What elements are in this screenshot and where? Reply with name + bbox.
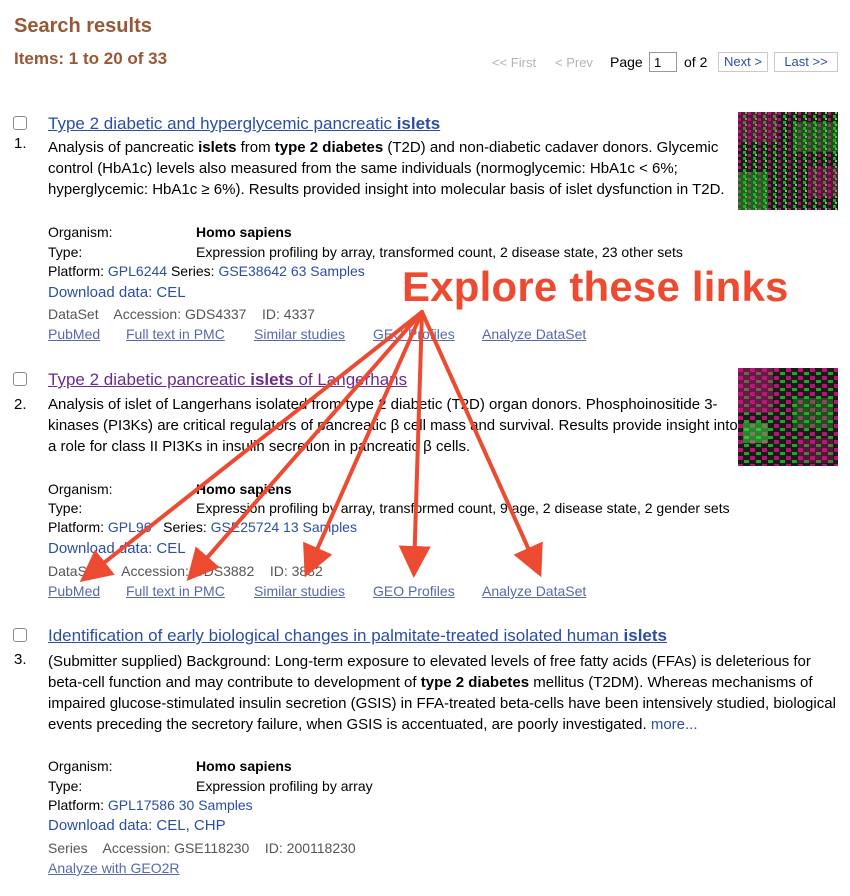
organism-value: Homo sapiens (196, 481, 292, 497)
last-page-button[interactable]: Last >> (774, 52, 838, 72)
organism-label: Organism: (48, 758, 113, 774)
record-id: ID: 4337 (262, 306, 315, 322)
result-number: 2. (14, 396, 27, 413)
pubmed-link[interactable]: PubMed (48, 583, 101, 599)
more-link[interactable]: more... (650, 716, 698, 733)
accession-row (48, 306, 315, 322)
page-total: of 2 (684, 54, 708, 70)
organism-value: Homo sapiens (196, 758, 292, 774)
heatmap-thumbnail[interactable] (738, 368, 838, 466)
organism-value: Homo sapiens (196, 224, 292, 240)
samples-link[interactable]: 30 Samples (178, 797, 253, 813)
heatmap-thumbnail[interactable] (738, 112, 838, 210)
platform-label: Platform: (48, 263, 105, 279)
accession-row (48, 840, 356, 856)
download-data-link[interactable]: Download data: CEL (48, 540, 186, 557)
meta-kind: DataSet (48, 306, 99, 322)
prev-page-link: < Prev (555, 55, 593, 70)
accession: Accession: GDS3882 (121, 563, 255, 579)
record-id: ID: 200118230 (264, 840, 356, 856)
type-value: Expression profiling by array, transformed count, 9 age, 2 disease state, 2 gender sets (196, 500, 730, 516)
organism-label: Organism: (48, 224, 113, 240)
page-number-input[interactable] (649, 52, 677, 72)
accession: Accession: GSE118230 (102, 840, 250, 856)
similar-studies-link[interactable]: Similar studies (254, 583, 346, 599)
result-title-link[interactable]: Type 2 diabetic and hyperglycemic pancreatic islets (48, 114, 441, 133)
annotation-callout: Explore these links (402, 263, 789, 310)
accession-row (48, 563, 323, 579)
samples-link[interactable]: 13 Samples (283, 519, 357, 535)
result-title-link[interactable]: Type 2 diabetic pancreatic islets of Langerhans (48, 370, 408, 389)
platform-link[interactable]: GPL6244 (107, 263, 168, 279)
series-link[interactable]: GSE38642 (218, 263, 287, 279)
type-value: Expression profiling by array, transformed count, 2 disease state, 23 other sets (196, 244, 683, 260)
similar-studies-link[interactable]: Similar studies (254, 326, 346, 342)
download-data-link[interactable]: Download data: CEL, CHP (48, 817, 226, 834)
type-label: Type: (48, 244, 83, 260)
full-text-pmc-link[interactable]: Full text in PMC (126, 326, 225, 342)
page-label: Page (610, 54, 643, 70)
record-id: ID: 3882 (269, 563, 323, 579)
result-number: 3. (14, 651, 27, 668)
full-text-pmc-link[interactable]: Full text in PMC (126, 583, 225, 599)
pagination (492, 52, 838, 74)
result-number: 1. (14, 135, 27, 152)
analyze-dataset-link[interactable]: Analyze DataSet (482, 326, 587, 342)
next-page-button[interactable]: Next > (718, 52, 768, 72)
meta-kind: DataSet (48, 563, 99, 579)
first-page-link: << First (492, 55, 537, 70)
platform-link[interactable]: GPL17586 (107, 797, 175, 813)
organism-label: Organism: (48, 481, 113, 497)
series-link[interactable]: GSE25724 (210, 519, 280, 535)
type-label: Type: (48, 500, 83, 516)
platform-label: Platform: (48, 797, 105, 813)
result-description: Analysis of islet of Langerhans isolated from type 2 diabetic (T2D) organ donors. Phosphoinositide 3-kinases (PI3Ks) are critical regulators of pancreatic β cell mass and survival. Results provide insight into a role for class II PI3Ks in insulin secretion in pancreatic β cells. (48, 396, 738, 455)
items-count: Items: 1 to 20 of 33 (14, 49, 168, 68)
platform-row (48, 263, 365, 279)
geo-profiles-link[interactable]: GEO Profiles (373, 326, 455, 342)
type-label: Type: (48, 778, 83, 794)
series-label: Series: (163, 519, 207, 535)
analyze-geo2r-link[interactable]: Analyze with GEO2R (48, 860, 180, 876)
pubmed-link[interactable]: PubMed (48, 326, 101, 342)
samples-link[interactable]: 63 Samples (290, 263, 365, 279)
result-description: (Submitter supplied) Background: Long-term exposure to elevated levels of free fatty acids (FFAs) is deleterious for beta-cell function and may contribute to development of type 2 diabetes mellitus (T2DM). Whereas mechanisms of impaired glucose-stimulated insulin secretion (GSIS) in FFA-treated beta-cells have been intensively studied, biological events preceding the secretory failure, when GSIS is accentuated, are poorly investigated. more... (48, 653, 836, 733)
result-description: Analysis of pancreatic islets from type 2 diabetes (T2D) and non-diabetic cadaver donors. Glycemic control (HbA1c) levels also measured from the same individuals (normoglycemic: HbA1c < 6%; hyperglycemic: HbA1c ≥ 6%). Results provided insight into molecular basis of islet dysfunction in T2D. (48, 139, 725, 198)
platform-row (48, 519, 357, 535)
geo-profiles-link[interactable]: GEO Profiles (373, 583, 455, 599)
result-checkbox[interactable] (13, 372, 27, 386)
result-checkbox[interactable] (13, 628, 27, 642)
download-data-link[interactable]: Download data: CEL (48, 284, 186, 301)
series-label: Series: (170, 263, 215, 279)
platform-label: Platform: (48, 519, 105, 535)
type-value: Expression profiling by array (196, 778, 373, 794)
accession: Accession: GDS4337 (113, 306, 247, 322)
result-checkbox[interactable] (13, 116, 27, 130)
meta-kind: Series (48, 840, 88, 856)
platform-row (48, 797, 253, 813)
analyze-dataset-link[interactable]: Analyze DataSet (482, 583, 587, 599)
platform-link[interactable]: GPL96 (107, 519, 152, 535)
page-title: Search results (14, 15, 152, 37)
result-title-link[interactable]: Identification of early biological changes in palmitate-treated isolated human islets (48, 626, 667, 645)
